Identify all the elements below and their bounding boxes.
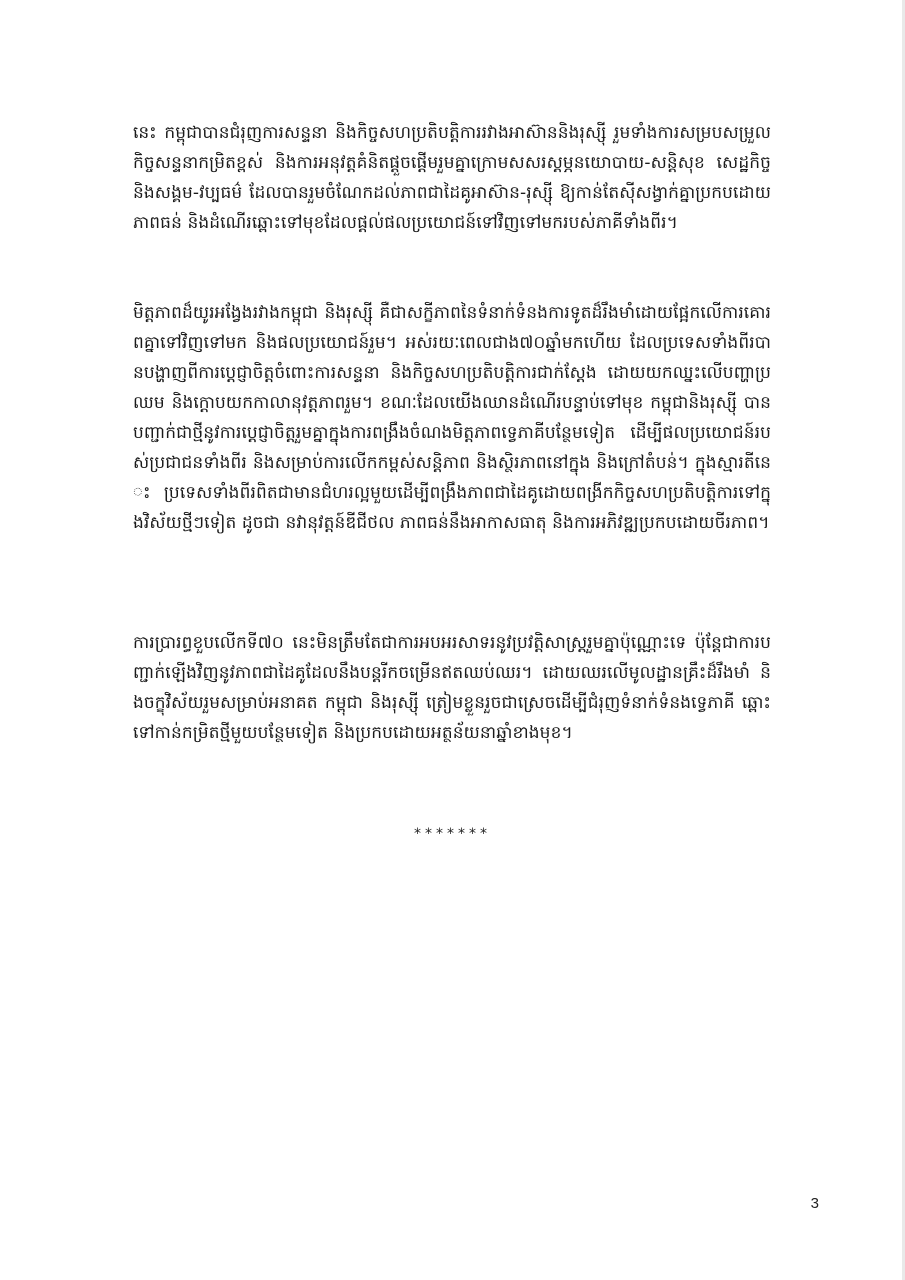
section-separator: ******* [414,826,491,842]
paragraph: មិត្តភាពដ៏យូរអង្វែងរវាងកម្ពុជា និងរុស្ស៊ី គឺជាសក្ខីភាពនៃទំនាក់ទំនងការទូតដ៏រឹងមាំដោយផ្អែកលើការគោរពគ្នាទៅវិញទៅមក និងផលប្រយោជន៍រួម។ អស់រយៈពេលជាង៧០ឆ្នាំមកហើយ ដែលប្រទេសទាំងពីរបានបង្ហាញពីការប្តេជ្ញាចិត្តចំពោះការសន្ទនា និងកិច្ចសហប្រតិបត្តិការជាក់ស្តែង ដោយយកឈ្នះលើបញ្ហាប្រឈម និងក្តោបយកកាលានុវត្តភាពរួម។ ខណៈដែលយើងឈានដំណើរបន្ទាប់ទៅមុខ កម្ពុជានិងរុស្ស៊ី បានបញ្ជាក់ជាថ្មីនូវការប្តេជ្ញាចិត្តរួមគ្នាក្នុងការពង្រឹងចំណងមិត្តភាពទ្វេភាគីបន្ថែមទៀត ដើម្បីផលប្រយោជន៍របស់ប្រជាជនទាំងពីរ និងសម្រាប់ការលើកកម្ពស់សន្តិភាព និងស្ថិរភាពនៅក្នុង និងក្រៅតំបន់។ ក្នុងស្មារតីនេះ ប្រទេសទាំងពីរពិតជាមានជំហរល្អមួយដើម្បីពង្រឹងភាពជាដៃគូដោយពង្រីកកិច្ចសហប្រតិបត្តិការទៅក្នុងវិស័យថ្មីៗទៀត ដូចជា នវានុវត្តន៍ឌីជីថល ភាពធន់នឹងអាកាសធាតុ និងការអភិវឌ្ឍប្រកបដោយចីរភាព។ [133,303,771,533]
paragraph: ការប្រារព្ធខួបលើកទី៧០ នេះមិនត្រឹមតែជាការអបអរសាទរនូវប្រវត្តិសាស្ត្ររួមគ្នាប៉ុណ្ណោះទេ ប៉ុន្តែជាការបញ្ជាក់ឡើងវិញនូវភាពជាដៃគូដែលនឹងបន្តរីកចម្រើនឥតឈប់ឈរ។ ដោយឈរលើមូលដ្ឋានគ្រឹះដ៏រឹងមាំ និងចក្ខុវិស័យរួមសម្រាប់អនាគត កម្ពុជា និងរុស្ស៊ី ត្រៀមខ្លួនរួចជាស្រេចដើម្បីជំរុញទំនាក់ទំនងទ្វេភាគី ឆ្ពោះទៅកាន់កម្រិតថ្មីមួយបន្ថែមទៀត និងប្រកបដោយអត្ថន័យនាឆ្នាំខាងមុខ។ [133,633,771,743]
page-number: 3 [810,1195,819,1212]
paragraph: នេះ កម្ពុជាបានជំរុញការសន្ទនា និងកិច្ចសហប្រតិបត្តិការរវាងអាស៊ាននិងរុស្ស៊ី រួមទាំងការសម្របសម្រួលកិច្ចសន្ទនាកម្រិតខ្ពស់ និងការអនុវត្តគំនិតផ្តួចផ្តើមរួមគ្នាក្រោមសសរស្តម្ភនយោបាយ-សន្តិសុខ សេដ្ឋកិច្ច និងសង្គម-វប្បធម៌ ដែលបានរួមចំណែកដល់ភាពជាដៃគូអាស៊ាន-រុស្ស៊ី ឱ្យកាន់តែស៊ីសង្វាក់គ្នាប្រកបដោយភាពធន់ និងដំណើរឆ្ពោះទៅមុខដែលផ្តល់ផលប្រយោជន៍ទៅវិញទៅមករបស់ភាគីទាំងពីរ។ [133,123,771,233]
document-body [133,118,771,748]
